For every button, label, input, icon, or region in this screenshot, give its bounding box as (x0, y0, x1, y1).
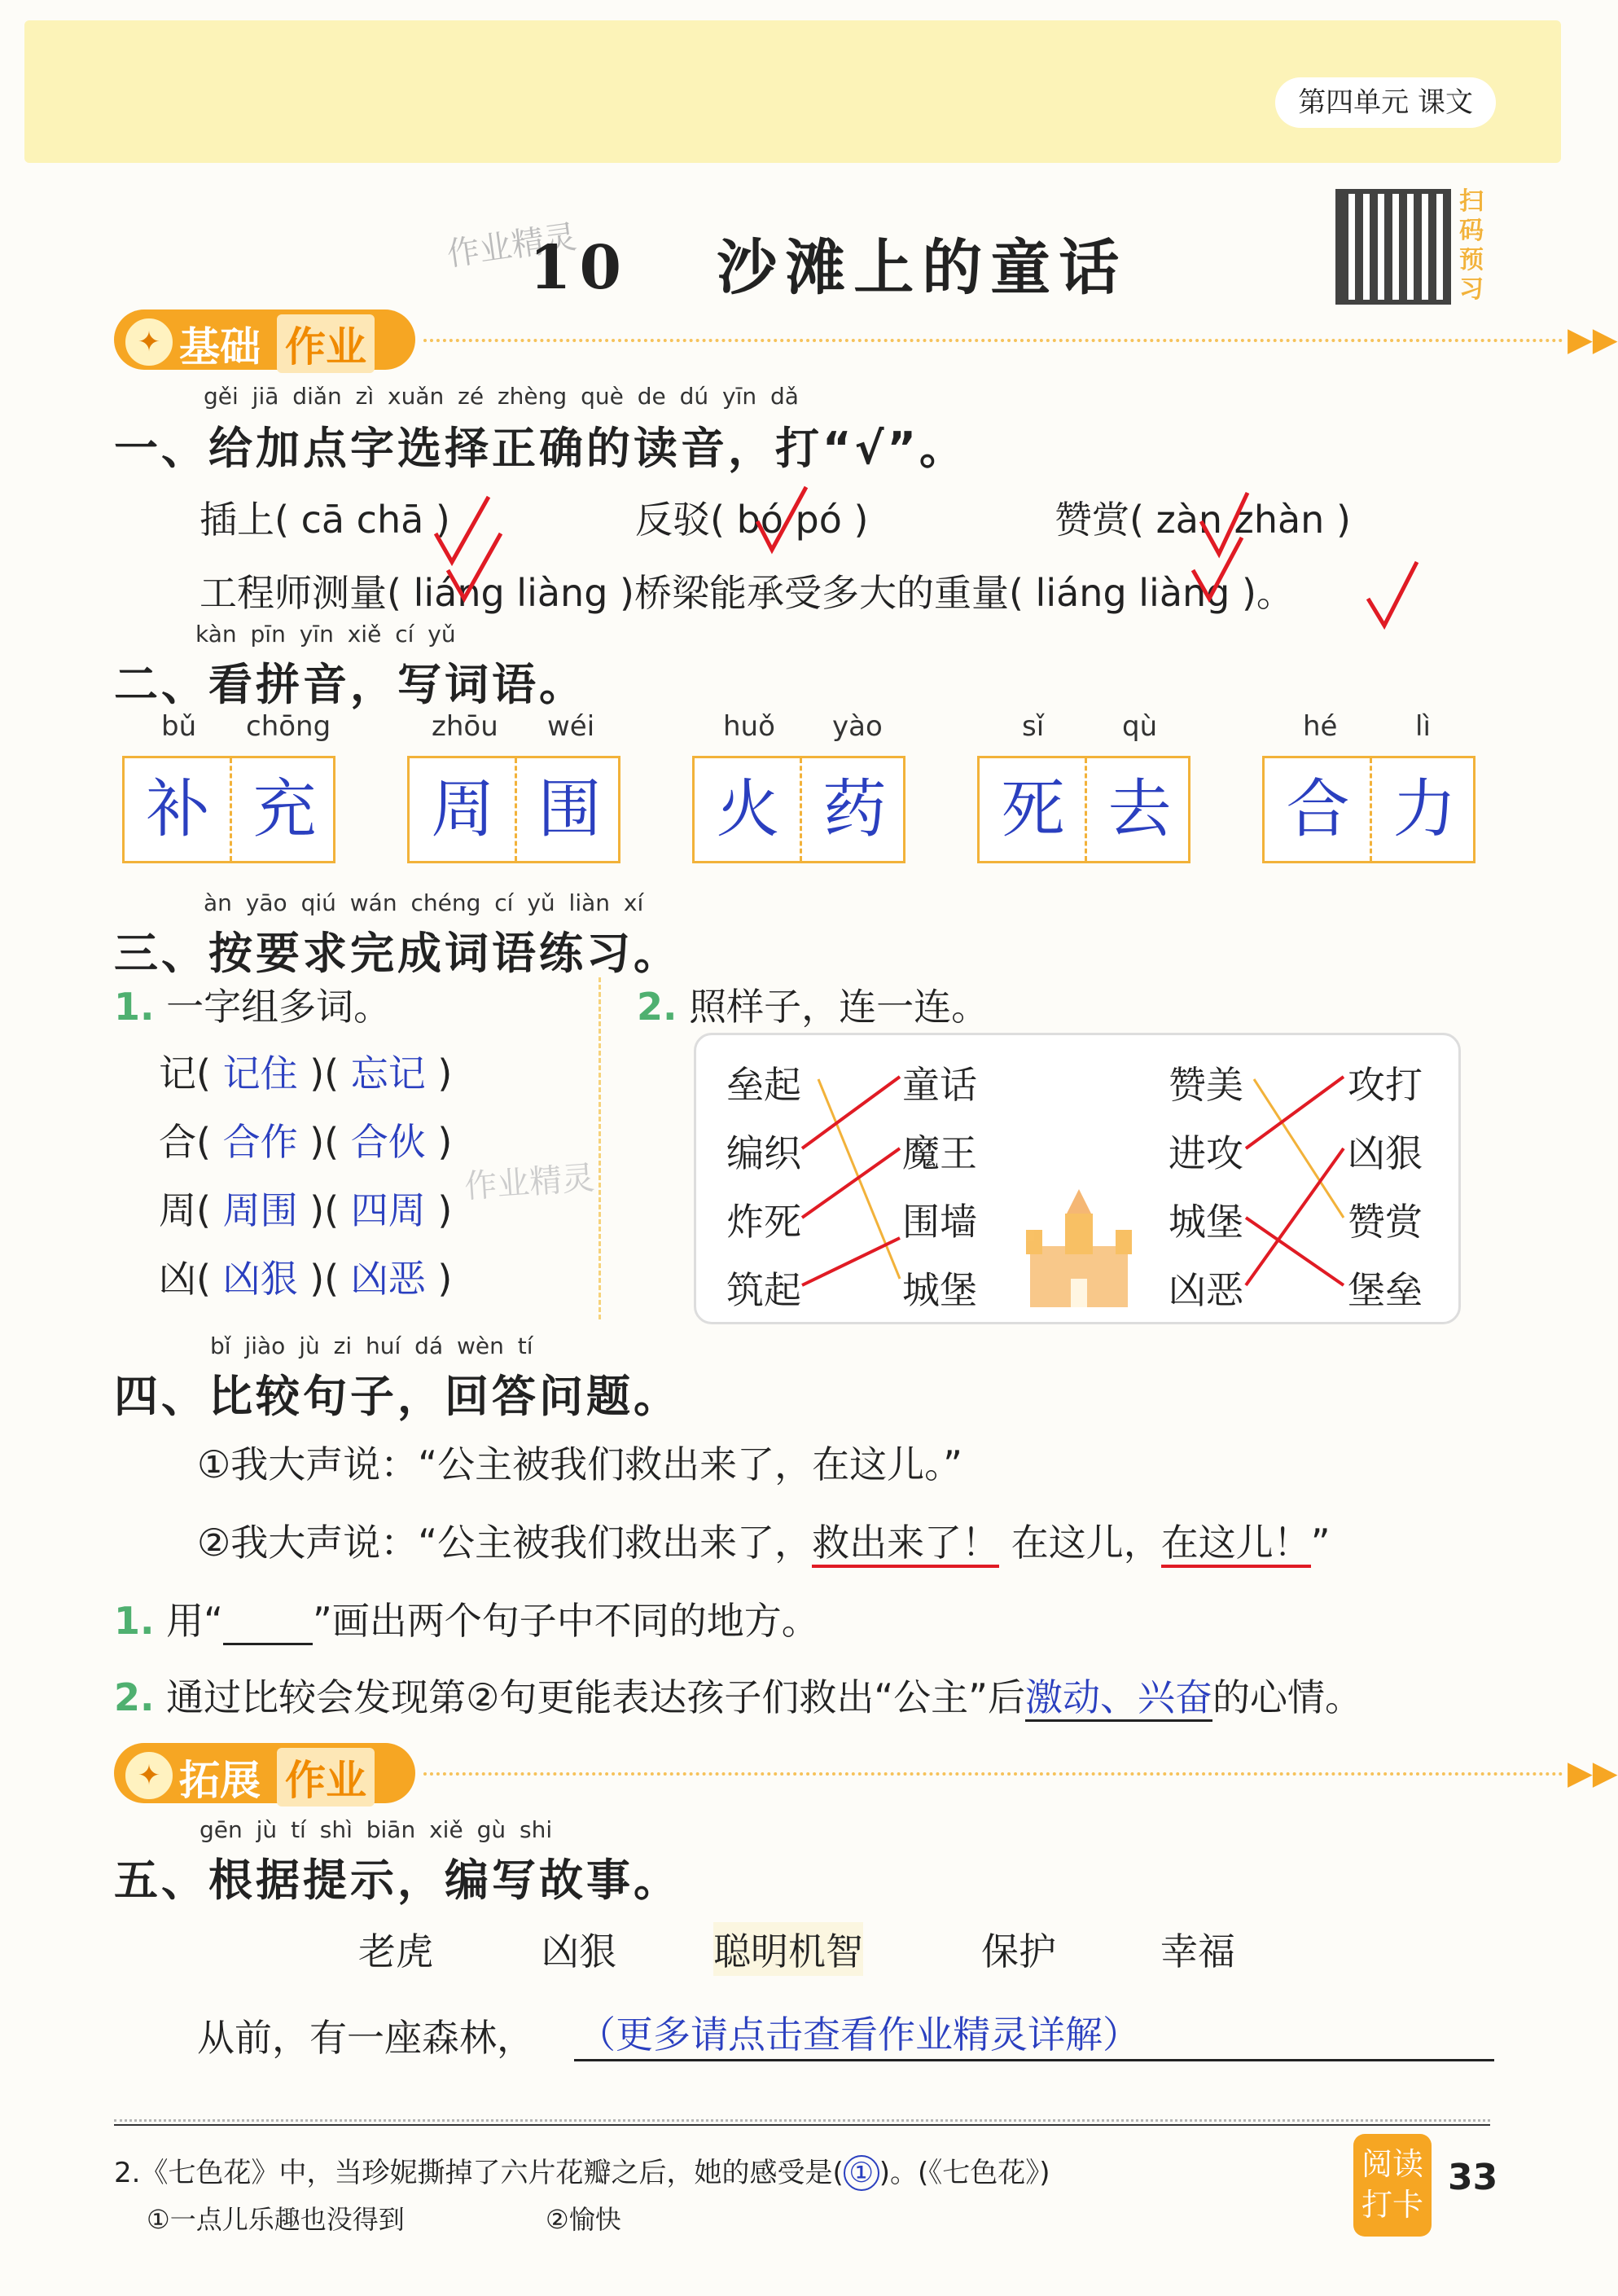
double-arrow-icon: ▶▶ (1568, 321, 1618, 358)
watermark: 作业精灵 (445, 218, 579, 274)
match-word: 魔王 (902, 1131, 977, 1175)
castle-icon (1026, 1189, 1132, 1307)
pinyin-label: chōng (246, 710, 331, 743)
match-word: 赞美 (1169, 1063, 1243, 1107)
q4-sub2: 2. 通过比较会发现第②句更能表达孩子们救出“公主”后激动、兴奋的心情。 (114, 1668, 1362, 1722)
footer-option: ②愉快 (546, 2204, 621, 2235)
answer-box-3: 火 药 (692, 756, 905, 863)
pinyin-label: bǔ (161, 710, 197, 743)
match-word: 城堡 (1169, 1200, 1243, 1244)
word-group-4: 凶( 凶狠 )( 凶恶 ) (159, 1257, 453, 1301)
banner-label-2: 作业 (277, 314, 375, 373)
match-word: 堡垒 (1348, 1268, 1423, 1312)
pinyin-label: wéi (547, 710, 595, 743)
lightbulb-icon: ✦ (122, 315, 176, 369)
word-group-2: 合( 合作 )( 合伙 ) (159, 1120, 453, 1164)
sentence-1: ①我大声说：“公主被我们救出来了，在这儿。” (197, 1442, 962, 1486)
pinyin-label: qù (1122, 710, 1158, 743)
footer-option: ①一点儿乐趣也没得到 (147, 2204, 405, 2235)
q1-heading: 一、给加点字选择正确的读音，打“√”。 (114, 423, 967, 474)
pinyin-label: zhōu (432, 710, 498, 743)
hint-word: 幸福 (1160, 1929, 1235, 1973)
sentence-2: ②我大声说：“公主被我们救出来了，救出来了！ 在这儿，在这儿！” (197, 1513, 1331, 1567)
match-word: 城堡 (902, 1268, 977, 1312)
match-word: 炸死 (726, 1200, 801, 1244)
pinyin-label: sǐ (1022, 710, 1045, 743)
answer-box-1: 补 充 (122, 756, 335, 863)
banner-label-2: 作业 (277, 1748, 375, 1807)
footer-divider (114, 2119, 1490, 2122)
hint-word: 老虎 (358, 1929, 433, 1973)
match-word: 童话 (902, 1063, 977, 1107)
section-banner-extension (114, 1743, 1618, 1804)
q4-sub1: 1. 用“ ”画出两个句子中不同的地方。 (114, 1591, 819, 1645)
match-word: 凶狠 (1348, 1131, 1423, 1175)
match-word: 编织 (726, 1131, 801, 1175)
q1-pinyin: gěi jiā diǎn zì xuǎn zé zhèng què de dú yīn dǎ (204, 383, 799, 410)
q1-item-1: 插上( cā chā ) (200, 498, 450, 542)
word-group-1: 记( 记住 )( 忘记 ) (159, 1051, 453, 1095)
double-arrow-icon: ▶▶ (1568, 1754, 1618, 1792)
lesson-number: 10 (529, 233, 629, 303)
match-word: 垒起 (726, 1063, 801, 1107)
watermark: 作业精灵 (463, 1159, 596, 1206)
qr-caption: 扫码预习 (1459, 187, 1484, 304)
reading-checkin-badge[interactable]: 阅读打卡 (1353, 2134, 1432, 2237)
match-word: 进攻 (1169, 1131, 1243, 1175)
page-number: 33 (1448, 2157, 1498, 2198)
answer-box-2: 周 围 (407, 756, 620, 863)
hint-word: 凶狠 (542, 1929, 616, 1973)
unit-label: 第四单元 课文 (1275, 77, 1496, 128)
q4-pinyin: bǐ jiào jù zi huí dá wèn tí (210, 1332, 533, 1359)
pinyin-label: lì (1415, 710, 1431, 743)
story-answer-link[interactable]: （更多请点击查看作业精灵详解） (578, 2013, 1140, 2057)
banner-label: 基础 (179, 323, 261, 371)
q1-item-3: 赞赏( zàn zhàn ) (1055, 498, 1351, 542)
hint-word: 聪明机智 (713, 1922, 863, 1976)
answer-box-5: 合 力 (1262, 756, 1475, 863)
q3-pinyin: àn yāo qiú wán chéng cí yǔ liàn xí (204, 889, 644, 916)
story-start: 从前，有一座森林， (197, 2016, 534, 2060)
answer-line (574, 2059, 1494, 2061)
match-word: 攻打 (1348, 1063, 1423, 1107)
q3-heading: 三、按要求完成词语练习。 (114, 928, 681, 979)
footer-question: 2.《七色花》中，当珍妮撕掉了六片花瓣之后，她的感受是( ① )。(《七色花》) (114, 2157, 1050, 2189)
match-word: 筑起 (726, 1268, 801, 1312)
hint-word: 保护 (981, 1929, 1056, 1973)
q1-item-2: 反驳( bó pó ) (635, 498, 869, 542)
q4-heading: 四、比较句子，回答问题。 (114, 1371, 681, 1422)
q3-sub2: 2. 照样子，连一连。 (637, 985, 989, 1029)
answer-box-4: 死 去 (977, 756, 1190, 863)
q3-sub1: 1. 一字组多词。 (114, 985, 392, 1029)
lesson-title: 沙滩上的童话 (717, 233, 1128, 303)
q2-heading: 二、看拼音，写词语。 (114, 659, 586, 710)
pinyin-label: hé (1303, 710, 1338, 743)
footer-divider (114, 2124, 1490, 2126)
word-group-3: 周( 周围 )( 四周 ) (159, 1188, 453, 1232)
match-word: 赞赏 (1348, 1200, 1423, 1244)
match-word: 凶恶 (1169, 1268, 1243, 1312)
q1-item-4: 工程师测量( liáng liàng )桥梁能承受多大的重量( liáng liàng )。 (200, 571, 1294, 615)
pinyin-label: huǒ (723, 710, 775, 743)
pinyin-label: yào (832, 710, 883, 743)
q5-pinyin: gēn jù tí shì biān xiě gù shi (200, 1816, 553, 1843)
match-word: 围墙 (902, 1200, 977, 1244)
q5-heading: 五、根据提示，编写故事。 (114, 1855, 681, 1906)
lightbulb-icon: ✦ (122, 1749, 176, 1802)
q2-pinyin: kàn pīn yīn xiě cí yǔ (195, 621, 456, 648)
banner-label: 拓展 (179, 1757, 261, 1804)
